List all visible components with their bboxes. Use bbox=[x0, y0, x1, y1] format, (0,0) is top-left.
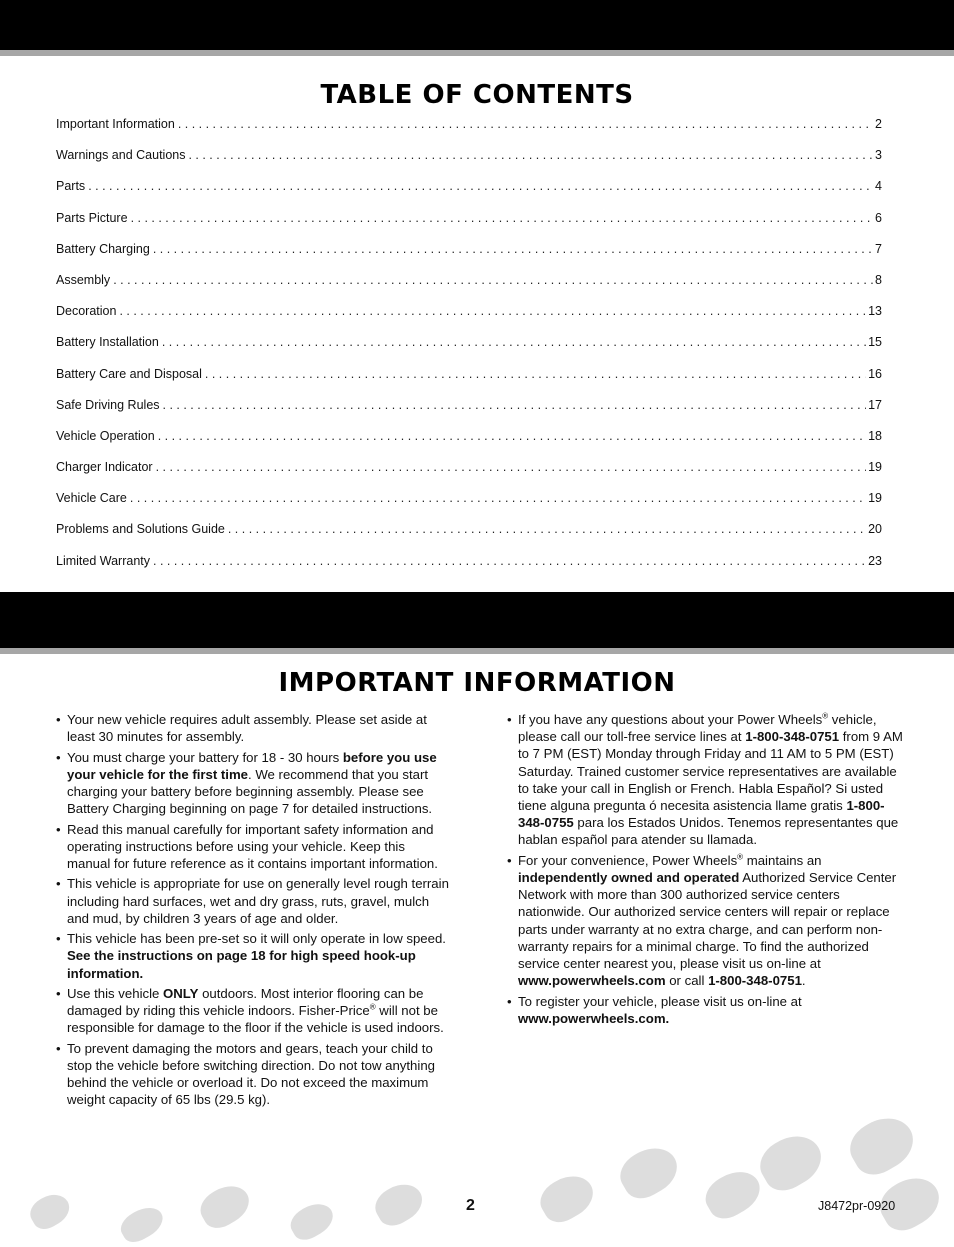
toc-leader-dots bbox=[163, 397, 867, 413]
toc-entry-label: Battery Charging bbox=[56, 241, 150, 256]
registered-mark: ® bbox=[369, 1002, 376, 1012]
toc-entry-label: Assembly bbox=[56, 272, 111, 287]
toc-leader-dots bbox=[158, 428, 866, 444]
toc-title: TABLE OF CONTENTS bbox=[320, 80, 634, 110]
toc-entry[interactable] bbox=[56, 366, 882, 397]
text: or call bbox=[665, 973, 709, 989]
bold-text: before you use your vehicle for the first time bbox=[67, 749, 437, 782]
toc-entry-label: Limited Warranty bbox=[56, 553, 151, 568]
toc-leader-dots bbox=[131, 210, 873, 226]
toc-entry-label: Parts Picture bbox=[56, 210, 128, 225]
text: will not be responsible for damage to the floor if the vehicle is used indoors. bbox=[67, 1003, 444, 1036]
bold-text: ONLY bbox=[163, 985, 199, 1001]
text: para los Estados Unidos. Tenemos representantes que hablan español para atender su llamada. bbox=[518, 815, 899, 848]
text: . bbox=[801, 973, 806, 989]
bold-text: www.powerwheels.com. bbox=[518, 1010, 670, 1026]
middle-black-band bbox=[0, 592, 954, 648]
toc-entry-page: 13 bbox=[868, 304, 882, 319]
toc-entry-label: Charger Indicator bbox=[56, 460, 153, 475]
toc-entry[interactable] bbox=[56, 521, 882, 552]
bold-text: 1-800-348-0755 bbox=[518, 798, 885, 831]
info-bullet bbox=[507, 711, 907, 849]
text: Your new vehicle requires adult assembly. Please set aside at least 30 minutes for assembly. bbox=[67, 712, 427, 745]
toc-entry[interactable] bbox=[56, 147, 882, 178]
toc-entry-label: Warnings and Cautions bbox=[56, 148, 186, 163]
info-bullet bbox=[56, 985, 451, 1037]
toc-entry-page: 15 bbox=[868, 335, 882, 350]
toc-entry-label: Battery Care and Disposal bbox=[56, 366, 202, 381]
bold-text: www.powerwheels.com bbox=[518, 973, 666, 989]
toc-leader-dots bbox=[130, 490, 866, 506]
toc-entry[interactable] bbox=[56, 490, 882, 521]
info-bullet bbox=[56, 1040, 451, 1109]
toc-leader-dots bbox=[88, 178, 873, 194]
toc-entry-label: Parts bbox=[56, 179, 86, 194]
toc-entry-label: Important Information bbox=[56, 117, 175, 131]
toc-entry-page: 7 bbox=[875, 241, 882, 256]
toc-entry[interactable] bbox=[56, 241, 882, 272]
toc-leader-dots bbox=[153, 553, 866, 569]
toc-entry[interactable] bbox=[56, 334, 882, 365]
bold-text: See the instructions on page 18 for high speed hook-up information. bbox=[67, 948, 416, 981]
registered-mark: ® bbox=[737, 852, 744, 862]
toc-leader-dots bbox=[113, 272, 873, 288]
toc-leader-dots bbox=[119, 303, 866, 319]
middle-gray-stripe bbox=[0, 648, 954, 654]
text: You must charge your battery for 18 - 30 hours bbox=[67, 749, 343, 765]
toc-entry[interactable] bbox=[56, 272, 882, 303]
bold-text: independently owned and operated bbox=[518, 870, 740, 886]
page-number: 2 bbox=[466, 1197, 475, 1214]
info-right-column bbox=[507, 711, 907, 1030]
toc-entry-page: 3 bbox=[875, 148, 882, 163]
toc-entry[interactable] bbox=[56, 459, 882, 490]
toc-entry-page: 8 bbox=[875, 272, 882, 287]
info-bullet bbox=[56, 821, 451, 873]
toc-entry-page: 23 bbox=[868, 553, 882, 568]
toc-entry[interactable] bbox=[56, 178, 882, 209]
top-black-band bbox=[0, 0, 954, 50]
registered-mark: ® bbox=[822, 711, 829, 721]
toc-entry-label: Safe Driving Rules bbox=[56, 397, 160, 412]
toc-entry-label: Battery Installation bbox=[56, 335, 159, 350]
info-bullet bbox=[56, 930, 451, 982]
toc-entry[interactable] bbox=[56, 428, 882, 459]
toc-entry-label: Vehicle Operation bbox=[56, 428, 155, 443]
toc-entry[interactable] bbox=[56, 116, 882, 147]
toc-leader-dots bbox=[178, 116, 873, 132]
top-gray-stripe bbox=[0, 50, 954, 56]
toc-entry[interactable] bbox=[56, 210, 882, 241]
toc-entry-page: 18 bbox=[868, 428, 882, 443]
text: For your convenience, Power Wheels bbox=[518, 852, 738, 868]
document-code: J8472pr-0920 bbox=[818, 1199, 896, 1213]
toc-entry-page: 19 bbox=[868, 460, 882, 475]
text: Read this manual carefully for important safety information and operating instructions before using your vehicle. Keep this manual for future reference as it contains important information. bbox=[67, 821, 438, 871]
toc-entry-label: Decoration bbox=[56, 304, 117, 319]
bold-text: 1-800-348-0751 bbox=[708, 973, 802, 989]
info-bullet bbox=[56, 875, 451, 927]
info-bullet bbox=[56, 749, 451, 818]
toc-entry-page: 16 bbox=[868, 366, 882, 381]
toc-entry[interactable] bbox=[56, 303, 882, 334]
table-of-contents bbox=[56, 116, 882, 584]
toc-leader-dots bbox=[153, 241, 873, 257]
text: Authorized Service Center Network with more than 300 authorized service centers nationwide. Our authorized service centers will repair or replace parts under warranty at no extra charge, and can perform non-warranty repairs for a minimal charge. To find the authorized service center nearest you, please visit us on-line at bbox=[518, 870, 897, 972]
info-bullet bbox=[56, 711, 451, 745]
toc-entry-page: 20 bbox=[868, 522, 882, 537]
text: This vehicle has been pre-set so it will only operate in low speed. bbox=[67, 931, 446, 947]
text: To register your vehicle, please visit us on-line at bbox=[518, 993, 802, 1009]
toc-leader-dots bbox=[162, 334, 866, 350]
toc-leader-dots bbox=[205, 366, 866, 382]
toc-entry-label: Vehicle Care bbox=[56, 491, 127, 506]
toc-leader-dots bbox=[228, 521, 866, 537]
info-bullet bbox=[507, 852, 907, 990]
text: from 9 AM to 7 PM (EST) Monday through Friday and 11 AM to 5 PM (EST) Saturday. Trained customer service representatives are available to take your call in English or French. Habla Español? Si usted tiene alguna pregunta ó necesita asistencia llame gratis bbox=[518, 729, 903, 814]
toc-entry-page: 4 bbox=[875, 179, 882, 194]
important-info-title: IMPORTANT INFORMATION bbox=[278, 668, 676, 698]
toc-entry-label: Problems and Solutions Guide bbox=[56, 522, 225, 537]
text: To prevent damaging the motors and gears, teach your child to stop the vehicle before switching direction. Do not tow anything behind the vehicle or overload it. Do not exceed the maximum weight capacity of 65 lbs (29.5 kg). bbox=[67, 1040, 435, 1108]
info-bullet bbox=[507, 993, 907, 1027]
bold-text: 1-800-348-0751 bbox=[745, 729, 840, 745]
toc-entry-page: 17 bbox=[868, 397, 882, 412]
toc-entry[interactable] bbox=[56, 553, 882, 584]
toc-entry[interactable] bbox=[56, 397, 882, 428]
toc-leader-dots bbox=[188, 147, 873, 163]
text: outdoors. Most interior flooring can be damaged by riding this vehicle indoors. Fisher-Price bbox=[67, 985, 424, 1019]
text: vehicle, please call our toll-free service lines at bbox=[518, 712, 877, 745]
toc-entry-page: 19 bbox=[868, 491, 882, 506]
info-left-column bbox=[56, 711, 451, 1112]
text: This vehicle is appropriate for use on generally level rough terrain including hard surfaces, wet and dry grass, ruts, gravel, mulch and mud, by children 3 years of age and older. bbox=[67, 876, 449, 926]
toc-entry-page: 6 bbox=[875, 210, 882, 225]
text: If you have any questions about your Power Wheels bbox=[518, 712, 823, 727]
text: . We recommend that you start charging your battery before beginning assembly. Please see Battery Charging beginning on page 7 for detailed instructions. bbox=[67, 766, 433, 817]
toc-leader-dots bbox=[156, 459, 867, 475]
toc-entry-page: 2 bbox=[875, 117, 882, 131]
text: Use this vehicle bbox=[67, 985, 164, 1001]
text: maintains an bbox=[743, 852, 822, 868]
